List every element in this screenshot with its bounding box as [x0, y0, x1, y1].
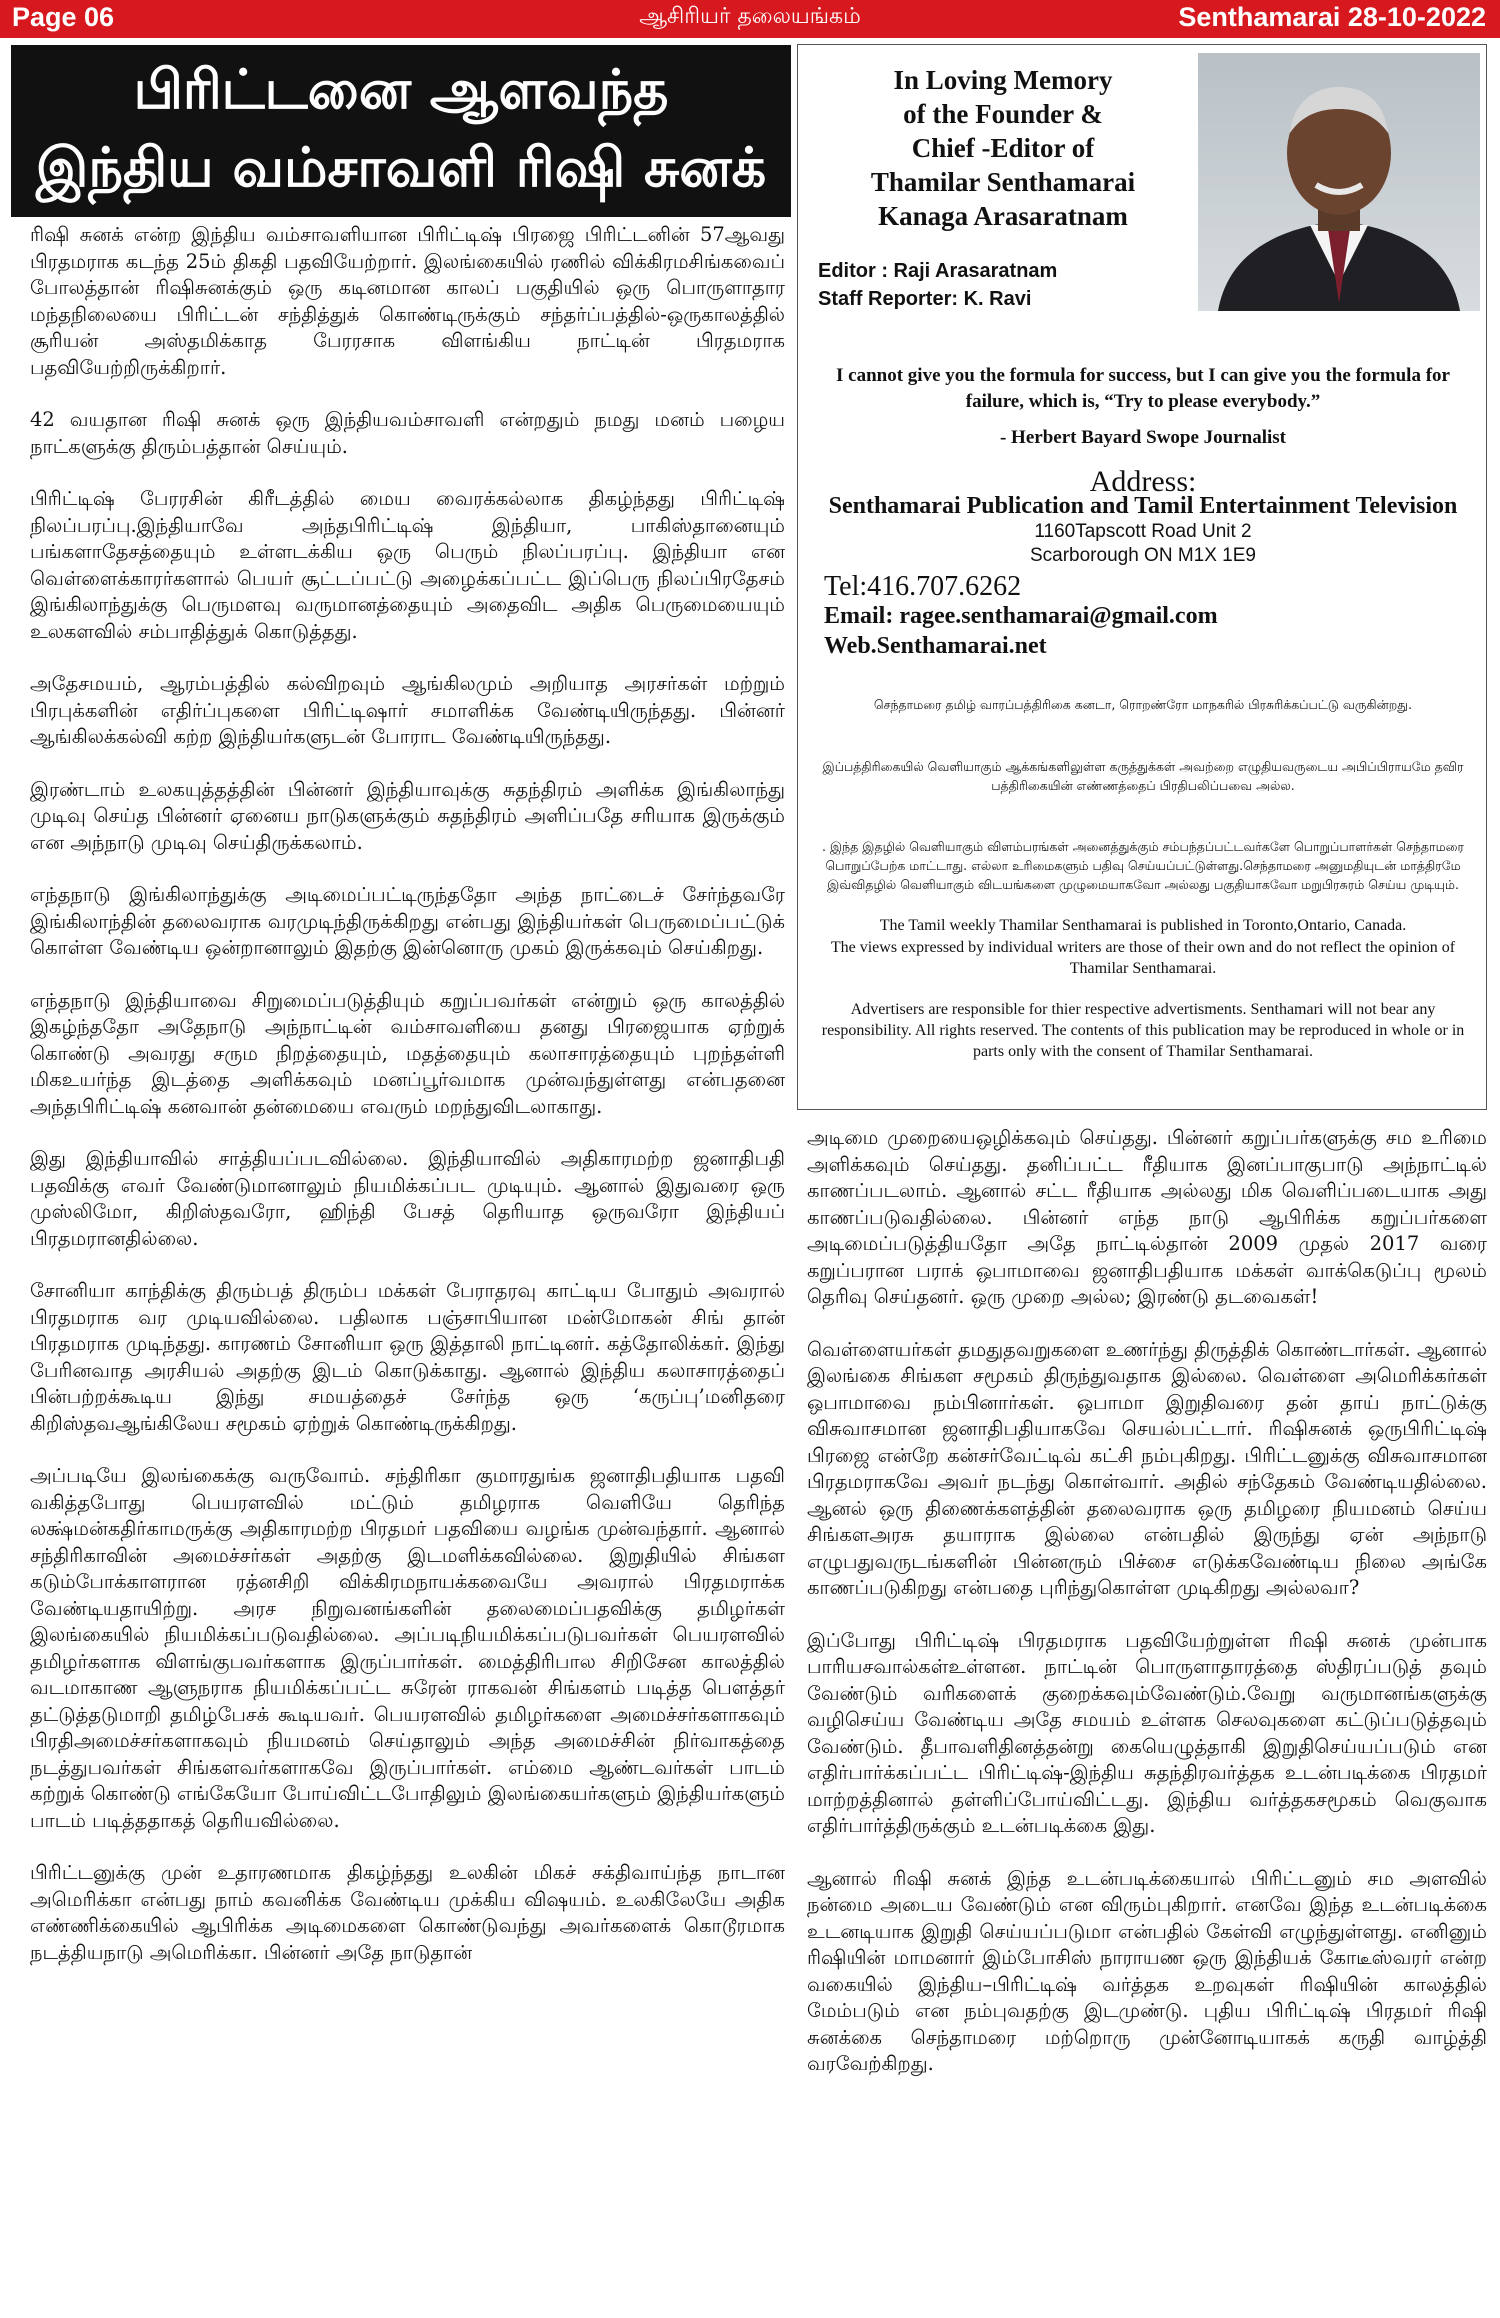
- editor-name: Editor : Raji Arasaratnam: [818, 260, 1058, 282]
- article-paragraph: ஆனால் ரிஷி சுனக் இந்த உடன்படிக்கையால் பிரிட்டனும் சம அளவில் நன்மை அடைய வேண்டும் என விரும்புகிறார். எனவே இந்த உடன்படிக்கை உடனடியாக இறுதி செய்யப்படுமா என்பதில் கேள்வி எழுந்துள்ளது. எனினும் ரிஷியின் மாமனார் இம்போசிஸ் நாராயண ஒரு இந்தியக் கோடீஸ்வரர் என்ற வகையில் இந்திய–பிரிட்டிஷ் வர்த்தக உறவுகள் ரிஷியின் காலத்தில் மேம்படும் என நம்புவதற்கு இடமுண்டு. புதிய பிரிட்டிஷ் பிரதமர் ரிஷி சுனக்கை செந்தாமரை மற்றொரு முன்னோடியாகக் கருதி வாழ்த்தி வரவேற்கிறது.: [807, 1866, 1487, 2075]
- staff-reporter: Staff Reporter: K. Ravi: [818, 288, 1032, 310]
- memorial-text: [828, 63, 1178, 233]
- english-notice-views: The views expressed by individual writers are those of their own and do not reflect the opinion of Thamilar Senthamarai.: [830, 939, 1456, 977]
- page-header-bar: [0, 0, 1500, 38]
- memorial-line: Chief -Editor of: [911, 133, 1095, 163]
- headline-line-1: பிரிட்டனை ஆளவந்த: [133, 58, 669, 121]
- article-paragraph: அதேசமயம், ஆரம்பத்தில் கல்விறவும் ஆங்கிலமும் அறியாத அரசர்கள் மற்றும் பிரபுக்களின் எதிர்ப்புகளை பிரிட்டிஷார் சமாளிக்க வேண்டியிருந்தது. பின்னர் ஆங்கிலக்கல்வி கற்ற இந்தியர்களுடன் போராட வேண்டியிருந்தது.: [30, 672, 785, 748]
- article-left-column: [30, 222, 785, 1992]
- article-paragraph: எந்தநாடு இங்கிலாந்துக்கு அடிமைப்பட்டிருந்ததோ அந்த நாட்டைச் சேர்ந்தவரே இங்கிலாந்தின் தலைவராக வரமுடிந்திருக்கிறது என்பது இந்தியர்கள் பெருமைப்பட்டுக் கொள்ள வேண்டிய ஒன்றானாலும் இதற்கு இன்னொரு முகம் இருக்கவும் செய்கிறது.: [30, 883, 785, 959]
- tamil-notice-ads: . இந்த இதழில் வெளியாகும் விளம்பரங்கள் அனைத்துக்கும் சம்பந்தப்பட்டவர்களே பொறுப்பாளர்கள் செந்தாமரை பொறுப்பேற்க மாட்டாது. எல்லா உரிமைகளும் பதிவு செய்யப்பட்டுள்ளது.செந்தாமரை அனுமதியுடன் மாத்திரமே இவ்விதழில் வெளியாகும் விடயங்களை முழுமையாகவோ அல்லது பகுதியாகவோ மறுபிரசுரம் செய்ய முடியும்.: [822, 839, 1464, 892]
- article-paragraph: அடிமை முறையைஒழிக்கவும் செய்தது. பின்னர் கறுப்பர்களுக்கு சம உரிமை அளிக்கவும் செய்தது. தனிப்பட்ட ரீதியாக இனப்பாகுபாடு அந்நாட்டில் காணப்படலாம். ஆனால் சட்ட ரீதியாக அல்லது மிக வெளிப்படையாக அது காணப்படுவதில்லை. பின்னர் எந்த நாடு ஆபிரிக்க கறுப்பர்களை அடிமைப்படுத்தியதோ அதே நாட்டில்தான் 2009 முதல் 2017 வரை கறுப்பரான பராக் ஒபாமாவை ஜனாதிபதியாக மக்கள் வாக்கெடுப்பு மூலம் தெரிவு செய்தனர். ஒரு முறை அல்ல; இரண்டு தடவைகள்!: [807, 1126, 1487, 1308]
- masthead-box: [797, 44, 1487, 1110]
- email-address: Email: ragee.senthamarai@gmail.com: [824, 603, 1218, 629]
- article-paragraph: ரிஷி சுனக் என்ற இந்திய வம்சாவளியான பிரிட்டிஷ் பிரஜை பிரிட்டனின் 57ஆவது பிரதமராக கடந்த 25ம் திகதி பதவியேற்றார். இலங்கையில் ரணில் விக்கிரமசிங்கவைப் போலத்தான் ரிஷிசுனக்கும் ஒரு கடினமான காலப் பகுதியில் ஒரு பொருளாதார மந்தநிலையை பிரிட்டன் சந்தித்துக் கொண்டிருக்கும் சந்தர்ப்பத்தில்-ஒருகாலத்தில் சூரியன் அஸ்தமிக்காத பேரரசாக விளங்கிய நாட்டின் பிரதமராக பதவியேற்றிருக்கிறார்.: [30, 223, 785, 379]
- memorial-line: Thamilar Senthamarai: [870, 167, 1136, 197]
- article-paragraph: எந்தநாடு இந்தியாவை சிறுமைப்படுத்தியும் கறுப்பவர்கள் என்றும் ஒரு காலத்தில் இகழ்ந்ததோ அதேநாடு அந்நாட்டின் வம்சாவளியை தனது பிரஜையாக ஏற்றுக் கொண்டு அவரது சரும நிறத்தையும், மதத்தையும் கலாசாரத்தையும் புறந்தள்ளி மிகஉயர்ந்த இடத்தை அளிக்கவும் மனப்பூர்வமாக முன்வந்துள்ளது என்பதனை அந்தபிரிட்டிஷ் கனவான் தன்மையை எவரும் மறந்துவிடலாகாது.: [30, 988, 785, 1118]
- memorial-line: In Loving Memory: [893, 65, 1113, 95]
- headline-line-2: இந்திய வம்சாவளி ரிஷி சுனக்: [35, 136, 767, 199]
- address-company: Senthamarai Publication and Tamil Entertainment Television: [828, 493, 1458, 519]
- article-paragraph: இப்போது பிரிட்டிஷ் பிரதமராக பதவியேற்றுள்ள ரிஷி சுனக் முன்பாக பாரியசவால்கள்உள்ளன. நாட்டின் பொருளாதாரத்தை ஸ்திரப்படுத் தவும் வேண்டும் வரிகளைக் குறைக்கவும்வேண்டும்.வேறு வருமானங்களுக்கு வழிசெய்ய வேண்டிய அதே சமயம் உள்ளக செலவுகளை கட்டுப்படுத்தவும் வேண்டும். தீபாவளிதினத்தன்று கையெழுத்தாகி இறுதிசெய்யப்படும் என எதிர்பார்க்கப்பட்ட பிரிட்டிஷ்-இந்திய சுதந்திரவர்த்தக உடன்படிக்கை பிரதமர் மாற்றத்தினால் தள்ளிப்போய்விட்டது. இந்திய வர்த்தகசமூகம் வெகுவாக எதிர்பார்த்திருக்கும் உடன்படிக்கை இது.: [807, 1628, 1487, 1837]
- article-paragraph: சோனியா காந்திக்கு திரும்பத் திரும்ப மக்கள் பேராதரவு காட்டிய போதும் அவரால் பிரதமராக வர முடியவில்லை. பதிலாக பஞ்சாபியான மன்மோகன் சிங் தான் பிரதமராக முடிந்தது. காரணம் சோனியா ஒரு இத்தாலி நாட்டினர். கத்தோலிக்கர். இந்து பேரினவாத அரசியல் அதற்கு இடம் கொடுக்காது. ஆனால் இந்திய கலாசாரத்தைப் பின்பற்றக்கூடிய இந்து சமயத்தைச் சேர்ந்த ஒரு ‘கருப்பு’மனிதரை கிறிஸ்தவஆங்கிலேய சமூகம் ஏற்றுக் கொண்டிருக்கிறது.: [30, 1279, 785, 1435]
- website-link[interactable]: Web.Senthamarai.net: [824, 633, 1047, 659]
- tamil-notice-publication: செந்தாமரை தமிழ் வாரப்பத்திரிகை கனடா, ரொறண்ரோ மாநகரில் பிரசுரிக்கப்பட்டு வருகின்றது.: [873, 697, 1413, 712]
- section-title: ஆசிரியர் தலையங்கம்: [639, 4, 861, 29]
- article-paragraph: அப்படியே இலங்கைக்கு வருவோம். சந்திரிகா குமாரதுங்க ஜனாதிபதியாக பதவி வகித்தபோது பெயரளவில் மட்டும் தமிழராக வெளியே தெரிந்த லக்ஷ்மன்கதிர்காமருக்கு அதிகாரமற்ற பிரதமர் பதவியை வழங்க முன்வந்தார். ஆனால் சந்திரிகாவின் அமைச்சர்கள் அதற்கு இடமளிக்கவில்லை. இறுதியில் சிங்கள கடும்போக்காளரான ரத்னசிறி விக்கிரமநாயக்கவையே அவரால் பிரதமராக்க வேண்டியதாயிற்று. அரச நிறுவனங்களின் தலைமைப்பதவிக்கு தமிழர்கள் இலங்கையில் நியமிக்கப்படுவதில்லை. அப்படிநியமிக்கப்படுபவர்கள் பெயரளவில் தமிழர்களாக விளங்குபவர்களாக இருப்பார்கள். மைத்திரிபால சிறிசேன காலத்தில் வடமாகாண ஆளுநராக நியமிக்கப்பட்ட சுரேன் ராகவன் சிங்களம் படித்த பௌத்தர் தட்டுத்தடுமாறி தமிழ்பேசக் கூடியவர். பெயரளவில் தமிழர்களை அமைச்சர்களாகவும் பிரதிஅமைச்சர்களாகவும் நியமனம் செய்தாலும் அந்த அமைச்சின் நிர்வாகத்தை நடத்துபவர்கள் சிங்களவர்களாகவே இருப்பார்கள். எம்மை ஆண்டவர்கள் பாடம் கற்றுக் கொண்டு எங்கேயோ போய்விட்டபோதிலும் இலங்கையர்களும் இந்தியர்களும் பாடம் படித்ததாகத் தெரியவில்லை.: [30, 1464, 785, 1832]
- telephone: Tel:416.707.6262: [824, 571, 1022, 602]
- article-paragraph: 42 வயதான ரிஷி சுனக் ஒரு இந்தியவம்சாவளி என்றதும் நமது மனம் பழைய நாட்களுக்கு திரும்பத்தான் செய்யும்.: [30, 408, 785, 458]
- english-notice-ads: Advertisers are responsible for thier respective advertisments. Senthamari will not bear any responsibility. All rights reserved. The contents of this publication may be reproduced in whole or in parts only with the consent of Thamilar Senthamarai.: [821, 1001, 1465, 1060]
- founder-photo: [1198, 53, 1480, 311]
- staff-credits: [818, 257, 1057, 313]
- memorial-line: Kanaga Arasaratnam: [878, 201, 1128, 231]
- tamil-notice-views: இப்பத்திரிகையில் வெளியாகும் ஆக்கங்களிலுள்ள கருத்துக்கள் அவற்றை எழுதியவருடைய அபிப்பிராயமே தவிர பத்திரிகையின் எண்ணத்தைப் பிரதிபலிப்பவை அல்ல.: [822, 759, 1464, 793]
- english-notice-publication: The Tamil weekly Thamilar Senthamarai is published in Toronto,Ontario, Canada.: [879, 917, 1407, 934]
- article-paragraph: வெள்ளையர்கள் தமதுதவறுகளை உணர்ந்து திருத்திக் கொண்டார்கள். ஆனால் இலங்கை சிங்கள சமூகம் திருந்துவதாக இல்லை. வெள்ளை அமெரிக்கர்கள் ஒபாமாவை நம்பினார்கள். ஒபாமா இறுதிவரை தன் தாய் நாட்டுக்கு விசுவாசமான ஜனாதிபதியாகவே செயல்பட்டார். ரிஷிசுனக் ஒருபிரிட்டிஷ் பிரஜை என்றே கன்சர்வேட்டிவ் கட்சி நம்புகிறது. பிரிட்டனுக்கு விசுவாசமான பிரதமராகவே அவர் நடந்து கொள்வார். அதில் சந்தேகம் வேண்டியதில்லை. ஆனல் ஒரு திணைக்களத்தின் தலைவராக ஒரு தமிழரை நியமனம் செய்ய சிங்களஅரசு தயாராக இல்லை என்பதில் இருந்து ஏன் அந்நாடு எழுபதுவருடங்களின் பின்னரும் பிச்சை எடுக்கவேண்டிய நிலை அங்கே காணப்படுகிறது என்பதை புரிந்துகொள்ள முடிகிறது அல்லவா?: [807, 1337, 1487, 1599]
- founder-portrait-icon: [1198, 53, 1480, 311]
- address-street: 1160Tapscott Road Unit 2: [1034, 521, 1252, 542]
- article-paragraph: பிரிட்டனுக்கு முன் உதாரணமாக திகழ்ந்தது உலகின் மிகச் சக்திவாய்ந்த நாடான அமெரிக்கா என்பது நாம் கவனிக்க வேண்டிய முக்கிய விஷயம். உலகிலேயே அதிக எண்ணிக்கையில் ஆபிரிக்க அடிமைகளை கொண்டுவந்து அவர்களைக் கொடூரமாக நடத்தியநாடு அமெரிக்கா. பின்னர் அதே நாடுதான்: [30, 1861, 785, 1964]
- paper-date: Senthamarai 28-10-2022: [1178, 2, 1486, 32]
- article-headline: [11, 45, 791, 217]
- article-paragraph: இரண்டாம் உலகயுத்தத்தின் பின்னர் இந்தியாவுக்கு சுதந்திரம் அளிக்க இங்கிலாந்து முடிவு செய்த பின்னர் ஏனைய நாடுகளுக்கும் சுதந்திரம் அளிப்பதே சரியாக இருக்கும் என அந்நாடு முடிவு செய்திருக்கலாம்.: [30, 777, 785, 854]
- quote-attribution: - Herbert Bayard Swope Journalist: [999, 427, 1287, 448]
- memorial-line: of the Founder &: [903, 99, 1103, 129]
- article-paragraph: இது இந்தியாவில் சாத்தியப்படவில்லை. இந்தியாவில் அதிகாரமற்ற ஜனாதிபதி பதவிக்கு எவர் வேண்டுமானாலும் நியமிக்கப்பட முடியும். ஆனால் இதுவரை ஒரு முஸ்லிமோ, கிறிஸ்தவரோ, ஹிந்தி பேசத் தெரியாத ஒருவரோ இந்தியப் பிரதமரானதில்லை.: [30, 1147, 785, 1250]
- address-heading: Address:: [1089, 465, 1197, 498]
- address-city: Scarborough ON M1X 1E9: [1029, 545, 1256, 566]
- article-right-column: [807, 1125, 1487, 2104]
- page-number: Page 06: [12, 2, 115, 32]
- article-paragraph: பிரிட்டிஷ் பேரரசின் கிரீடத்தில் மைய வைரக்கல்லாக திகழ்ந்தது பிரிட்டிஷ் நிலப்பரப்பு.இந்தியாவே அந்தபிரிட்டிஷ் இந்தியா, பாகிஸ்தானையும் பங்களாதேசத்தையும் உள்ளடக்கிய ஒரு பெரும் நிலப்பரப்பு. இந்தியா என வெள்ளைக்காரர்களால் பெயர் சூட்டப்பட்டு அழைக்கப்பட்ட இப்பெரு நிலப்பிரதேசம் இங்கிலாந்துக்கு பெருமளவு வருமானத்தையும் அதைவிட அதிக பெருமையையும் உலகளவில் சம்பாதித்துக் கொடுத்தது.: [30, 487, 785, 643]
- quote-text: I cannot give you the formula for success, but I can give you the formula for failure, which is, “Try to please everybody.”: [836, 365, 1450, 412]
